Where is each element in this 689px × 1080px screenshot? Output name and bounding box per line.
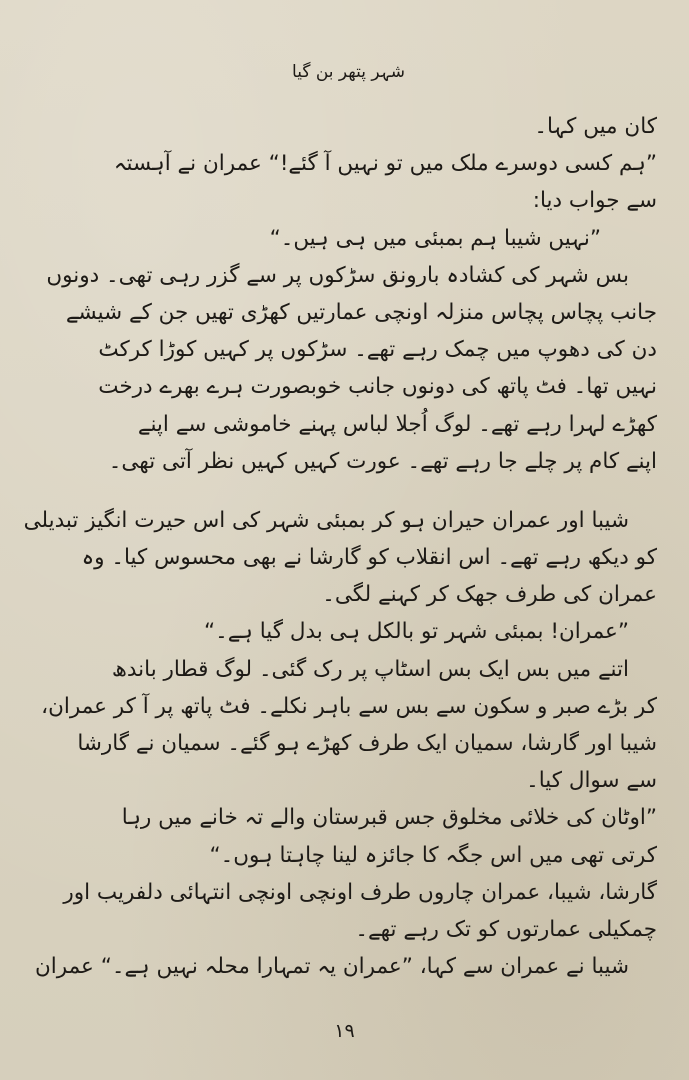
running-head: شہر پتھر بن گیا [292,62,405,82]
text-line: بس شہر کی کشادہ بارونق سڑکوں پر سے گزر رہی تھی۔ دونوں [46,262,629,288]
text-line: شیبا اور گارشا، سمیان ایک طرف کھڑے ہو گئے۔ سمیان نے گارشا [77,731,657,756]
text-line: نہیں تھا۔ فٹ پاتھ کی دونوں جانب خوبصورت ہرے بھرے درخت [98,374,657,400]
text-line: گارشا، شیبا، عمران چاروں طرف اونچی اونچی انتہائی دلفریب اور [63,879,657,905]
text-line: کھڑے لہرا رہے تھے۔ لوگ اُجلا لباس پہنے خاموشی سے اپنے [137,411,657,437]
text-line: ”ہم کسی دوسرے ملک میں تو نہیں آ گئے!“ عمران نے آہستہ [113,151,657,177]
page-number: ۱۹ [334,1020,355,1042]
paragraph-gap [40,480,657,502]
text-line: جانب پچاس پچاس منزلہ اونچی عمارتیں کھڑی تھیں جن کے شیشے [65,299,657,325]
text-line: دن کی دھوپ میں چمک رہے تھے۔ سڑکوں پر کہیں کوڑا کرکٹ [98,337,657,363]
text-line: اپنے کام پر چلے جا رہے تھے۔ عورت کہیں کہیں نظر آتی تھی۔ [108,448,657,474]
text-line: کر بڑے صبر و سکون سے بس سے باہر نکلے۔ فٹ پاتھ پر آ کر عمران، [41,693,657,719]
text-line: سے سوال کیا۔ [526,768,657,794]
text-line: چمکیلی عمارتوں کو تک رہے تھے۔ [355,916,657,942]
text-line: شیبا نے عمران سے کہا، ”عمران یہ تمہارا محلہ نہیں ہے۔“ عمران [34,954,629,980]
text-line: سے جواب دیا: [532,188,657,214]
text-line: کان میں کہا۔ [534,114,657,139]
text-line: ”نہیں شیبا ہم بمبئی میں ہی ہیں۔“ [269,225,601,251]
text-line: اتنے میں بس ایک بس اسٹاپ پر رک گئی۔ لوگ قطار باندھ [111,656,629,682]
text-line: کرتی تھی میں اس جگہ کا جائزہ لینا چاہتا ہوں۔“ [209,842,657,868]
text-line: کو دیکھ رہے تھے۔ اس انقلاب کو گارشا نے بھی محسوس کیا۔ وہ [81,545,657,571]
text-line: ”اوٹان کی خلائی مخلوق جس قبرستان والے تہ خانے میں رہا [121,805,657,831]
text-line: عمران کی طرف جھک کر کہنے لگی۔ [322,582,657,608]
text-line: شیبا اور عمران حیران ہو کر بمبئی شہر کی اس حیرت انگیز تبدیلی [23,507,629,533]
text-line: ”عمران! بمبئی شہر تو بالکل ہی بدل گیا ہے۔“ [203,619,629,645]
body-text [23,108,657,985]
